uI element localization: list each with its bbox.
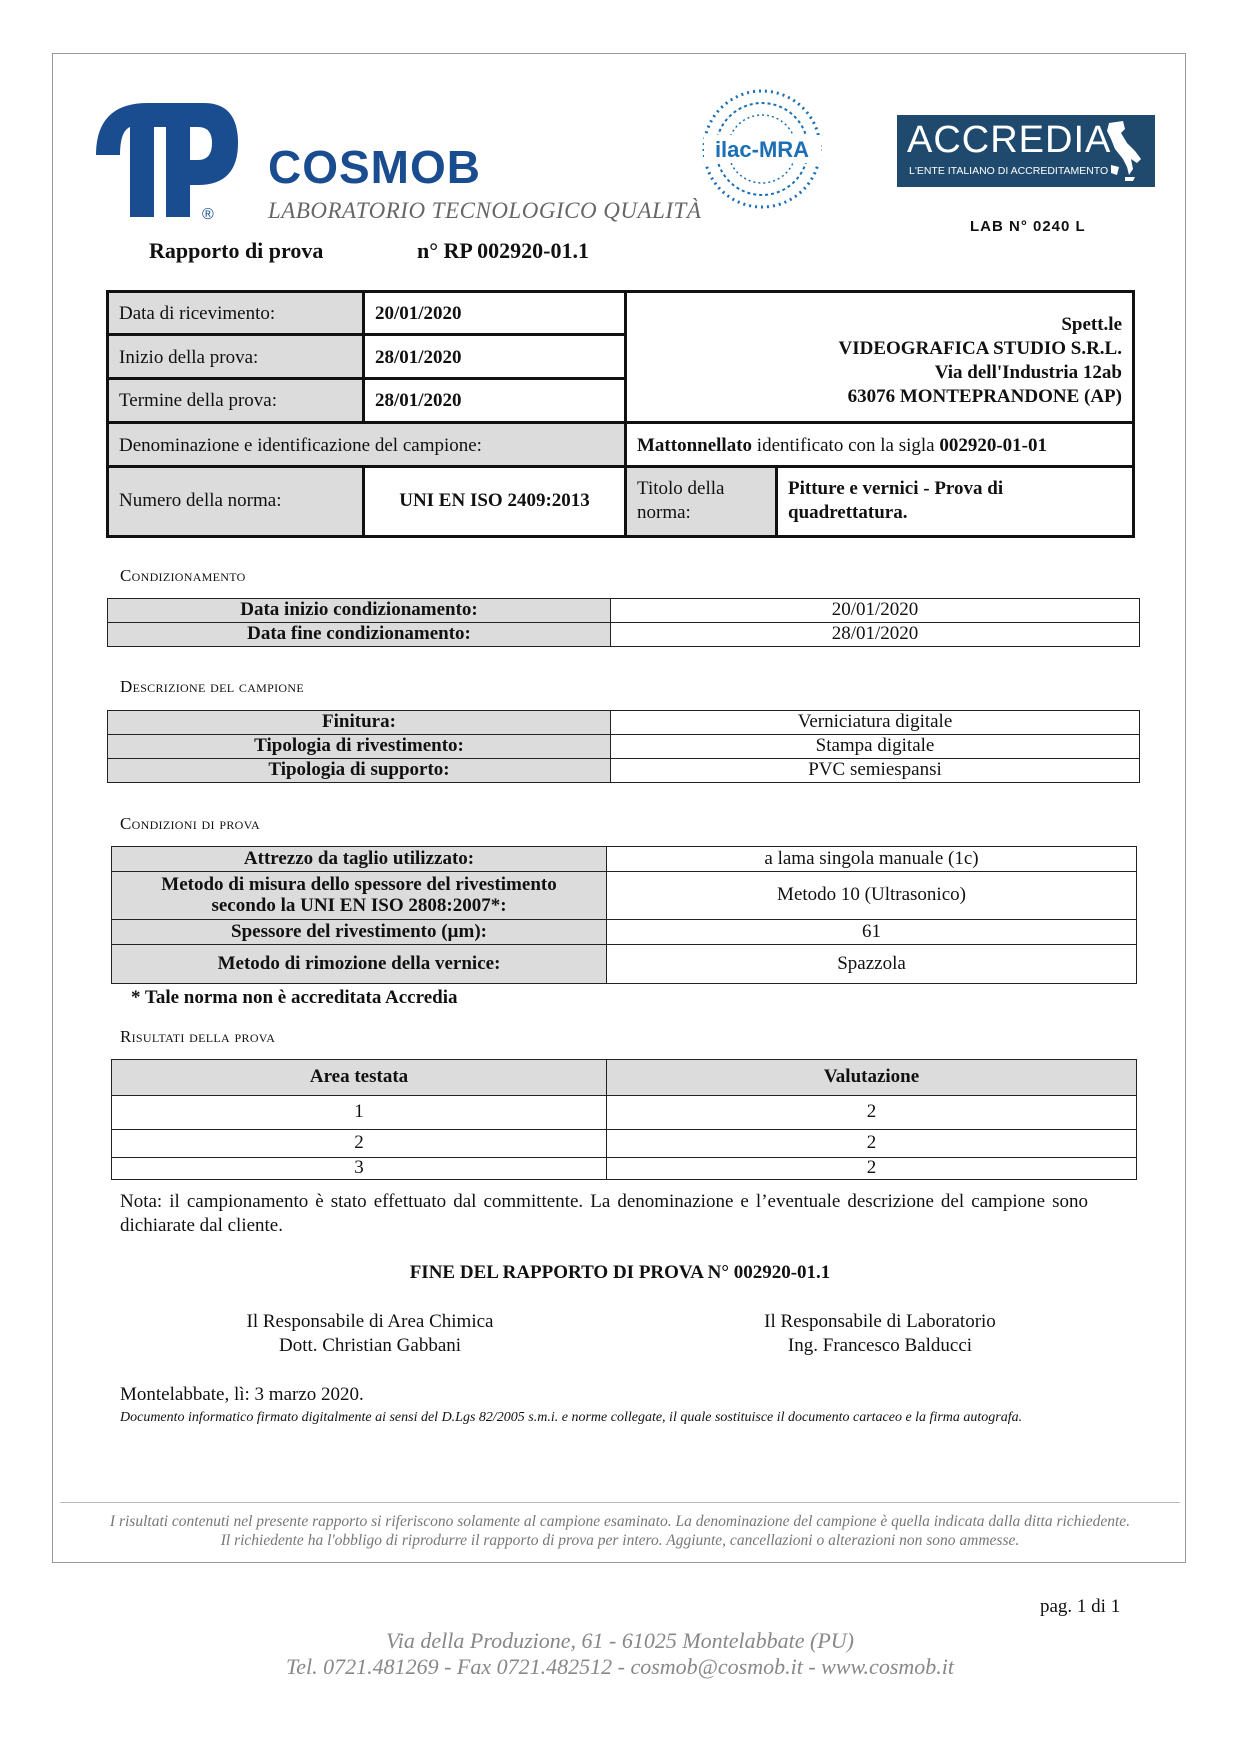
cond-value-0: 20/01/2020 — [611, 599, 1140, 623]
digital-signature-note: Documento informatico firmato digitalmente ai sensi del D.Lgs 82/2005 s.m.i. e norme collegate, il quale sostituisce il documento cartaceo e la firma autografa. — [120, 1410, 1023, 1425]
section-results: Risultati della prova — [120, 1027, 276, 1046]
report-number: n° RP 002920-01.1 — [417, 238, 589, 263]
report-label: Rapporto di prova — [149, 238, 324, 263]
cond-test-value-2: 61 — [607, 920, 1137, 945]
disclaimer-line-2: Il richiedente ha l'obbligo di riprodurre il rapporto di prova per intero. Aggiunte, cancellazioni o alterazioni non sono ammesse. — [220, 1532, 1020, 1549]
table-row — [112, 920, 1137, 945]
lab-number: LAB N° 0240 L — [970, 218, 1086, 235]
sample-code: 002920-01-01 — [939, 435, 1048, 456]
cond-test-label-3: Metodo di rimozione della vernice: — [112, 945, 607, 984]
end-label: Termine della prova: — [109, 380, 365, 424]
cond-test-label-1: Metodo di misura dello spessore del rivestimento secondo la UNI EN ISO 2808:2007*: — [112, 872, 607, 920]
norm-label: Numero della norma: — [109, 468, 365, 535]
signature-left-name: Dott. Christian Gabbani — [278, 1335, 462, 1356]
accredia-subtitle: L'ENTE ITALIANO DI ACCREDITAMENTO — [909, 165, 1109, 177]
cond-test-value-3: Spazzola — [607, 945, 1137, 984]
table-row — [112, 1060, 1137, 1096]
company-address — [0, 1628, 1240, 1680]
desc-value-0: Verniciatura digitale — [611, 711, 1140, 735]
result-eval-0: 2 — [607, 1096, 1137, 1130]
accredia-logo — [897, 115, 1155, 187]
end-value: 28/01/2020 — [365, 380, 624, 424]
signature-right-name: Ing. Francesco Balducci — [787, 1335, 973, 1356]
table-row — [112, 847, 1137, 872]
address-line-1: Via della Produzione, 61 - 61025 Montelabbate (PU) — [385, 1628, 855, 1653]
results-col-eval: Valutazione — [607, 1060, 1137, 1096]
test-conditions-table — [111, 846, 1137, 984]
table-row — [108, 711, 1140, 735]
desc-label-2: Tipologia di supporto: — [108, 759, 611, 783]
table-row — [112, 1096, 1137, 1130]
footer-divider — [60, 1502, 1180, 1503]
table-row — [112, 1130, 1137, 1158]
cond-test-value-0: a lama singola manuale (1c) — [607, 847, 1137, 872]
desc-label-0: Finitura: — [108, 711, 611, 735]
result-area-0: 1 — [112, 1096, 607, 1130]
desc-label-1: Tipologia di rivestimento: — [108, 735, 611, 759]
disclaimer — [60, 1512, 1180, 1550]
cosmob-subtitle: LABORATORIO TECNOLOGICO QUALITÀ — [268, 198, 702, 223]
table-row — [108, 623, 1140, 647]
cosmob-logo-icon — [86, 95, 246, 225]
disclaimer-line-1: I risultati contenuti nel presente rapporto si riferiscono solamente al campione esaminato. La denominazione del campione è quella indicata dalla ditta richiedente. — [109, 1513, 1131, 1530]
sample-value — [624, 424, 1132, 468]
italy-map-icon — [1101, 119, 1145, 183]
place-date: Montelabbate, lì: 3 marzo 2020. — [120, 1384, 364, 1405]
received-label: Data di ricevimento: — [109, 293, 365, 336]
recipient-company: VIDEOGRAFICA STUDIO S.R.L. — [838, 338, 1122, 359]
result-eval-1: 2 — [607, 1130, 1137, 1158]
conditioning-table — [107, 598, 1140, 647]
desc-value-1: Stampa digitale — [611, 735, 1140, 759]
result-eval-2: 2 — [607, 1158, 1137, 1180]
signature-left-role: Il Responsabile di Area Chimica — [246, 1311, 494, 1332]
received-value: 20/01/2020 — [365, 293, 624, 336]
result-area-2: 3 — [112, 1158, 607, 1180]
signature-left — [190, 1310, 550, 1358]
cond-label-1: Data fine condizionamento: — [108, 623, 611, 647]
svg-text:®: ® — [202, 206, 214, 223]
cond-value-1: 28/01/2020 — [611, 623, 1140, 647]
cond-test-label-0: Attrezzo da taglio utilizzato: — [112, 847, 607, 872]
ilac-label: ilac-MRA — [714, 137, 810, 162]
table-row — [112, 945, 1137, 984]
norm-value: UNI EN ISO 2409:2013 — [399, 490, 590, 511]
sample-label: Denominazione e identificazione del campione: — [109, 424, 624, 468]
results-col-area: Area testata — [112, 1060, 607, 1096]
table-row — [108, 759, 1140, 783]
title-label: Titolo della norma: — [624, 468, 778, 535]
cond-label-0: Data inizio condizionamento: — [108, 599, 611, 623]
section-test-conditions: Condizioni di prova — [120, 814, 260, 833]
start-label: Inizio della prova: — [109, 336, 365, 380]
sample-mid: identificato con la sigla — [752, 435, 940, 456]
signature-right-role: Il Responsabile di Laboratorio — [764, 1311, 996, 1332]
table-row — [112, 1158, 1137, 1180]
title-value: Pitture e vernici - Prova di quadrettatura. — [788, 478, 1004, 523]
cosmob-wordmark: COSMOB — [268, 141, 481, 193]
accredia-title: ACCREDIA — [907, 119, 1112, 161]
end-of-report: FINE DEL RAPPORTO DI PROVA N° 002920-01.1 — [409, 1262, 831, 1283]
cond-test-label-2: Spessore del rivestimento (µm): — [112, 920, 607, 945]
table-row — [108, 735, 1140, 759]
start-value: 28/01/2020 — [365, 336, 624, 380]
table-row — [108, 599, 1140, 623]
table-row — [112, 872, 1137, 920]
note: Nota: il campionamento è stato effettuato dal committente. La denominazione e l’eventuale descrizione del campione sono dichiarate dal cliente. — [120, 1191, 1088, 1236]
signature-right — [700, 1310, 1060, 1358]
address-line-2: Tel. 0721.481269 - Fax 0721.482512 - cosmob@cosmob.it - www.cosmob.it — [286, 1654, 954, 1679]
cond-test-value-1: Metodo 10 (Ultrasonico) — [607, 872, 1137, 920]
desc-value-2: PVC semiespansi — [611, 759, 1140, 783]
page-number: pag. 1 di 1 — [1040, 1596, 1121, 1617]
results-table — [111, 1059, 1137, 1180]
recipient-block — [624, 293, 1132, 424]
sample-name: Mattonnellato — [637, 435, 753, 456]
footnote: * Tale norma non è accreditata Accredia — [131, 987, 458, 1008]
section-conditioning: Condizionamento — [120, 566, 246, 585]
ilac-mra-logo-icon — [700, 87, 825, 212]
recipient-street: Via dell'Industria 12ab — [934, 362, 1122, 383]
section-sample-desc: Descrizione del campione — [120, 677, 304, 696]
sample-desc-table — [107, 710, 1140, 783]
recipient-city: 63076 MONTEPRANDONE (AP) — [847, 386, 1122, 407]
recipient-salutation: Spett.le — [1061, 314, 1122, 335]
result-area-1: 2 — [112, 1130, 607, 1158]
info-table — [106, 290, 1135, 538]
